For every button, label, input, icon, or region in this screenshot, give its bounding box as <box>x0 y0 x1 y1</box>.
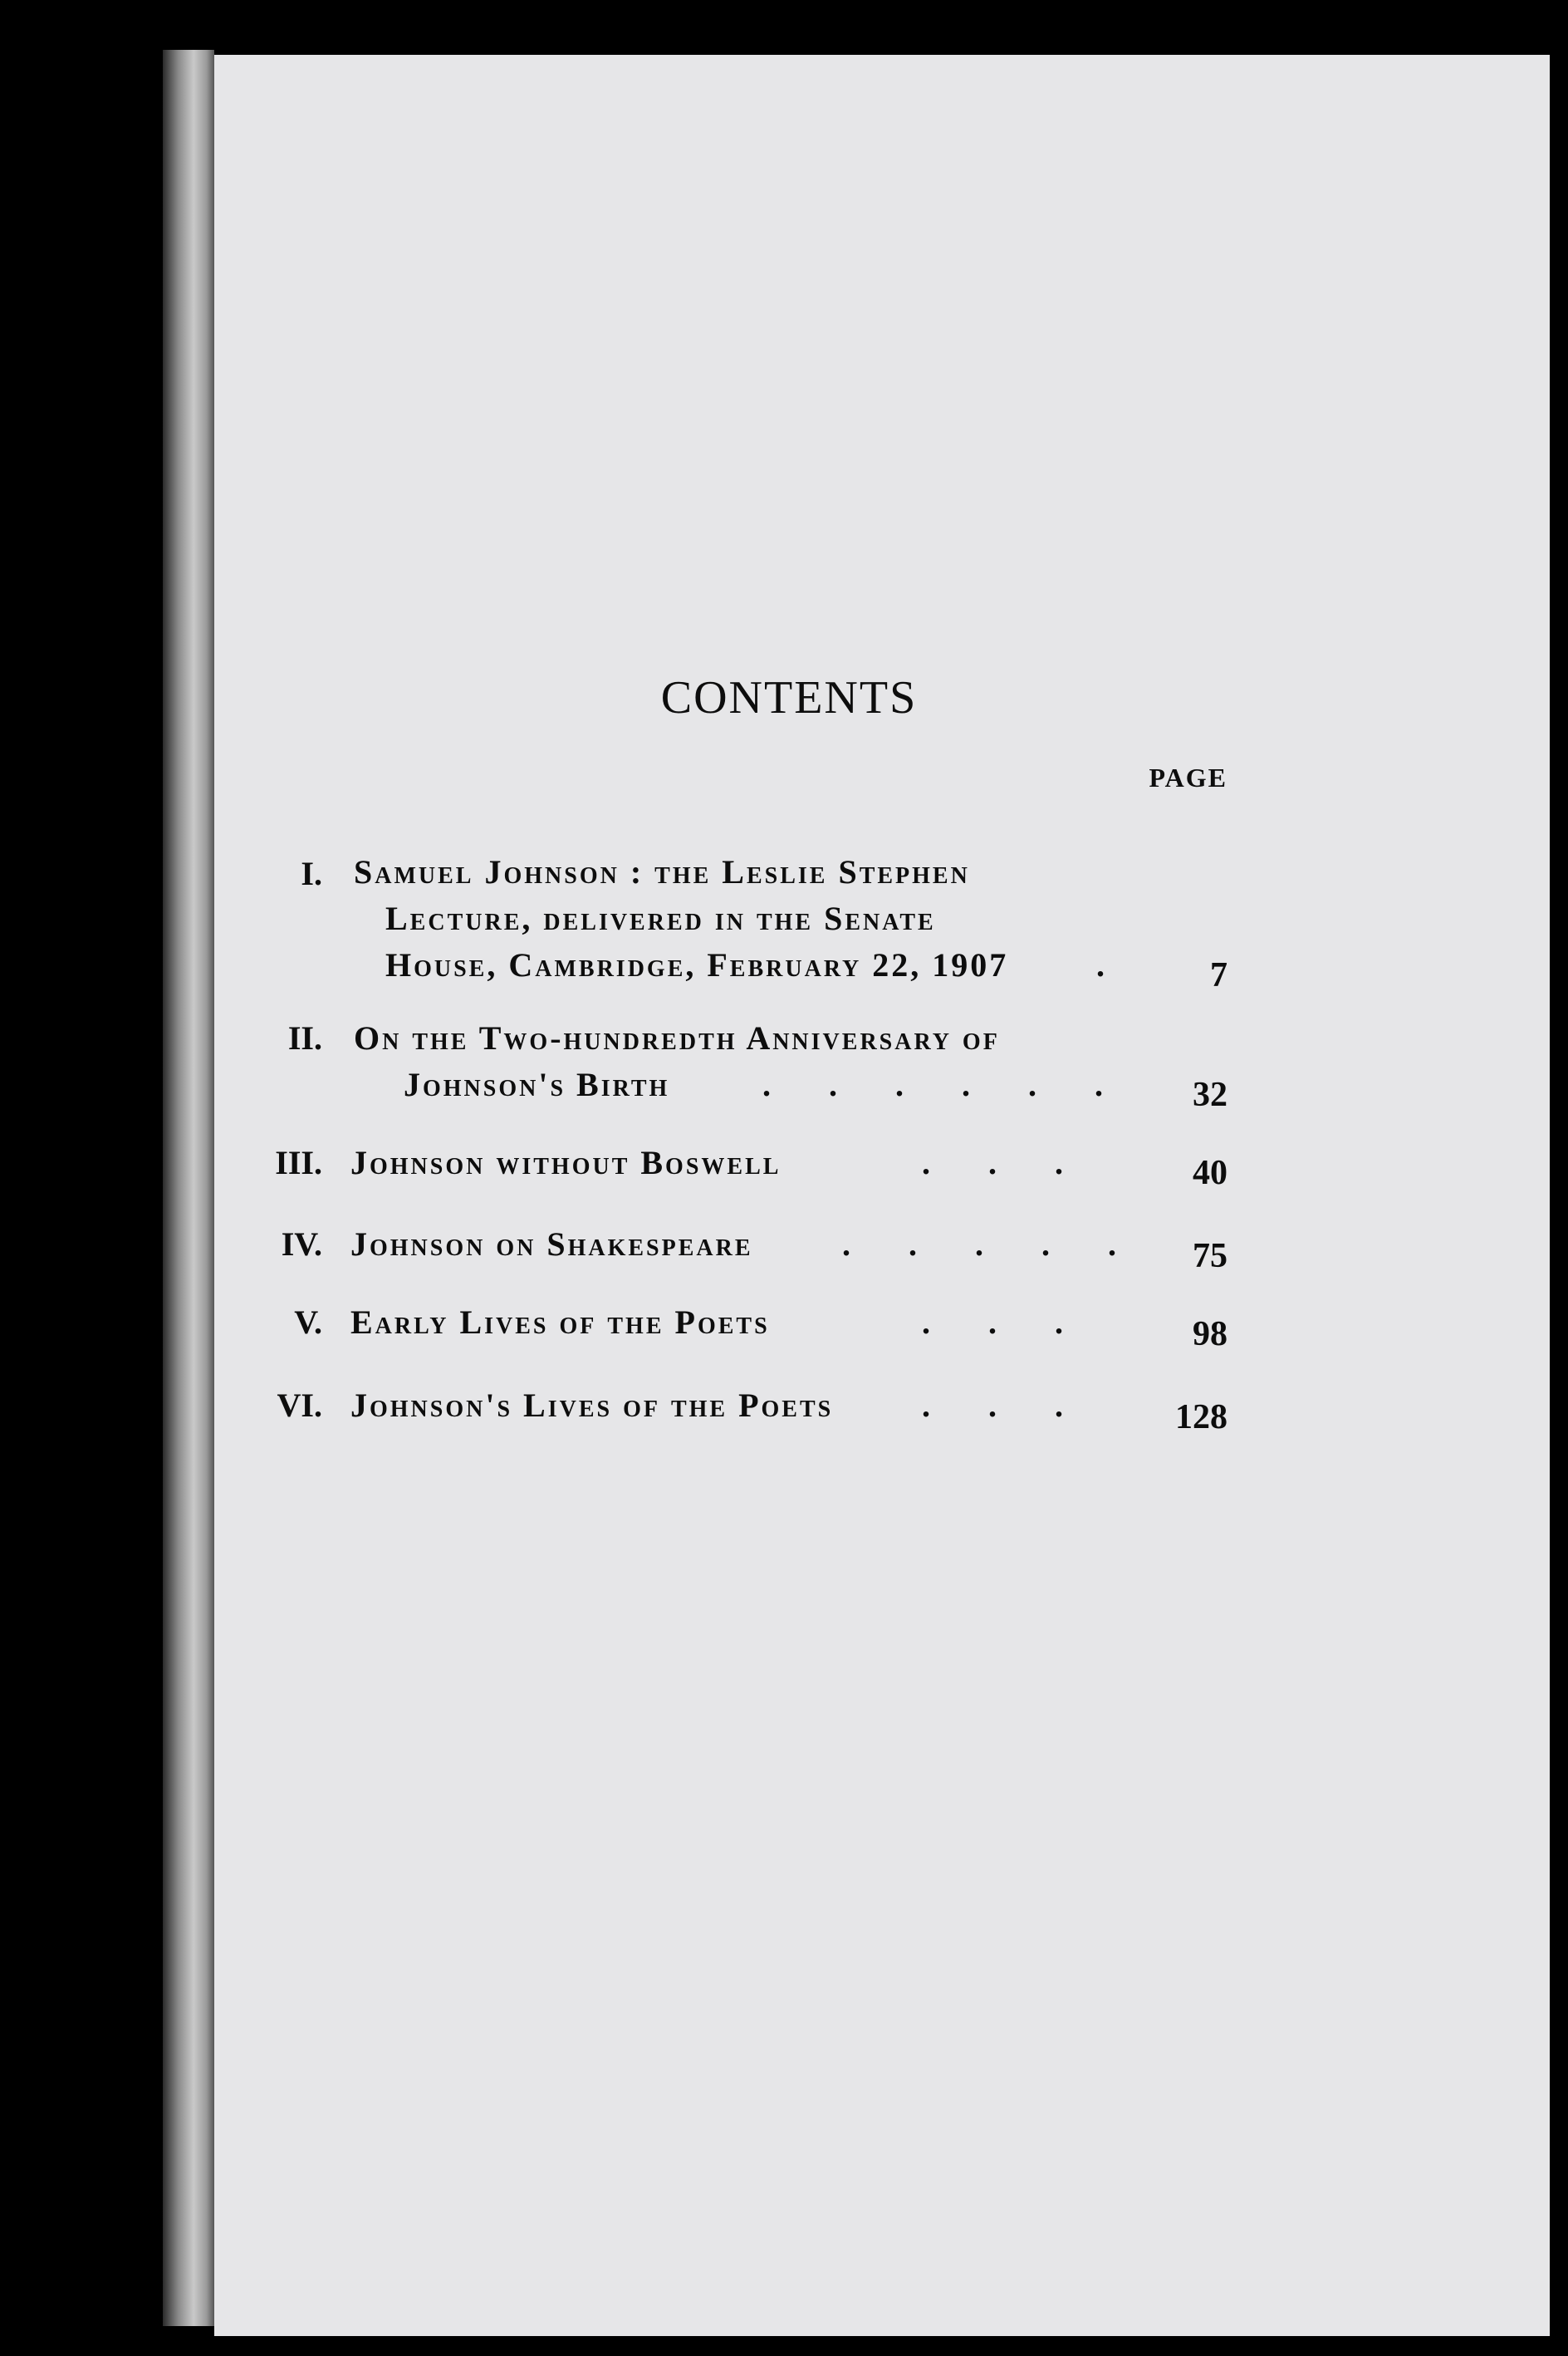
entry-title-line: Early Lives of the Poets <box>350 1303 770 1341</box>
entry-title-line: On the Two-hundredth Anniversary of <box>354 1019 1000 1057</box>
table-of-contents <box>214 55 1550 2336</box>
entry-title-line: Johnson's Birth <box>404 1066 670 1103</box>
entry-page-number: 98 <box>1193 1315 1227 1353</box>
entry-page-number: 7 <box>1210 956 1227 994</box>
entry-page-number: 32 <box>1193 1076 1227 1114</box>
dot-leaders: . . . <box>922 1303 1088 1341</box>
entry-numeral: VI. <box>277 1387 322 1424</box>
dot-leaders: . <box>1096 946 1129 984</box>
entry-title-line: Johnson without Boswell <box>350 1144 782 1181</box>
entry-page-number: 40 <box>1193 1154 1227 1192</box>
book-page <box>214 55 1550 2336</box>
entry-numeral: I. <box>301 855 322 892</box>
entry-title-line: Samuel Johnson : the Leslie Stephen <box>354 853 970 891</box>
entry-title-line: Johnson's Lives of the Poets <box>350 1387 834 1424</box>
book-spine <box>163 50 214 2326</box>
entry-page-number: 128 <box>1175 1398 1227 1436</box>
entry-numeral: II. <box>287 1019 322 1057</box>
entry-page-number: 75 <box>1193 1237 1227 1275</box>
entry-numeral: V. <box>294 1303 322 1341</box>
dot-leaders: . . . . . <box>842 1225 1141 1263</box>
entry-title-line: Lecture, delivered in the Senate <box>385 900 936 937</box>
page-column-label: PAGE <box>1149 763 1227 793</box>
entry-numeral: IV. <box>281 1225 322 1263</box>
entry-title-line: Johnson on Shakespeare <box>350 1225 753 1263</box>
entry-numeral: III. <box>275 1144 322 1181</box>
entry-title-line: House, Cambridge, February 22, 1907 <box>385 946 1009 984</box>
dot-leaders: . . . <box>922 1144 1088 1181</box>
dot-leaders: . . . . . . <box>762 1066 1128 1103</box>
contents-heading: CONTENTS <box>660 672 918 724</box>
dot-leaders: . . . <box>922 1387 1088 1424</box>
